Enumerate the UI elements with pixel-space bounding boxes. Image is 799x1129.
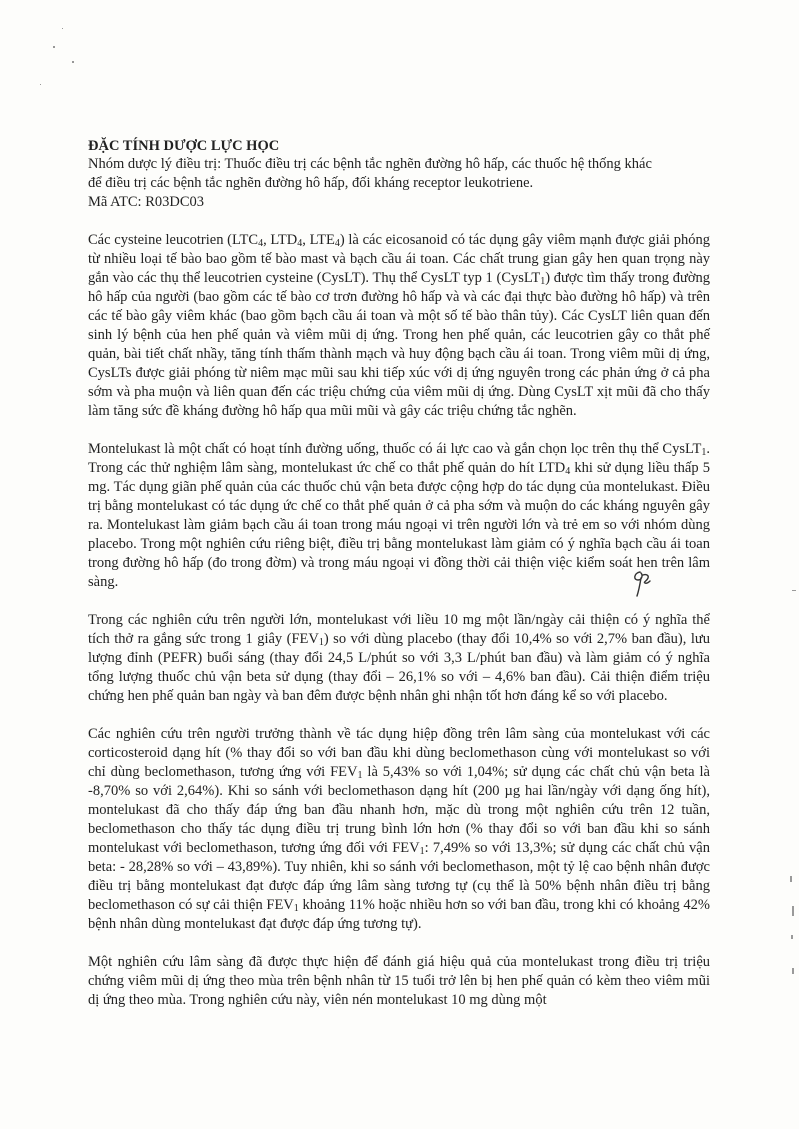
edge-mark bbox=[792, 968, 794, 974]
edge-mark bbox=[792, 906, 794, 916]
edge-mark bbox=[792, 590, 796, 591]
paragraph-montelukast: Montelukast là một chất có hoạt tính đường uống, thuốc có ái lực cao và gắn chọn lọc trên thụ thể CysLT$_1$. Trong các thử nghiệm lâm sàng, montelukast ức chế co thắt phế quản do hít $LTD_4$ khi sử dụng liều thấp 5 mg. Tác dụng giãn phế quản của các thuốc chủ vận beta được cộng hợp do tác dụng của montelukast. Điều trị bằng montelukast có tác dụng ức chế co thắt phế quản ở cả pha sớm và muộn do các kháng nguyên gây ra. Montelukast làm giảm bạch cầu ái toan trong máu ngoại vi trên người lớn và trẻ em so với nhóm dùng placebo. Trong một nghiên cứu riêng biệt, điều trị bằng montelukast làm giảm có ý nghĩa bạch cầu ái toan trong đường hô hấp (đo trong đờm) và trong máu ngoại vi đồng thời cải thiện việc kiểm soát hen trên lâm sàng. bbox=[88, 441, 710, 590]
paragraph-leukotrienes: Các cysteine leucotrien ($LTC_4$, $LTD_4$, $LTE_4$) là các eicosanoid có tác dụng gây viêm mạnh được giải phóng từ nhiều loại tế bào bao gồm tế bào mast và bạch cầu ái toan. Các chất trung gian gây hen quan trọng này gắn vào các thụ thể leucotrien cysteine (CysLT). Thụ thể CysLT typ 1 (CysLT$_1$) được tìm thấy trong đường hô hấp của người (bao gồm các tế bào cơ trơn đường hô hấp và và các đại thực bào đường hô hấp) và trên các tế bào gây viêm khác (bao gồm bạch cầu ái toan và một số tế bào thân tủy). Các CysLT liên quan đến sinh lý bệnh của hen phế quản và viêm mũi dị ứng. Trong hen phế quản, các leucotrien gây co thắt phế quản, bài tiết chất nhầy, tăng tính thấm thành mạch và huy động bạch cầu ái toan. Trong viêm mũi dị ứng, CysLTs được giải phóng từ niêm mạc mũi sau khi tiếp xúc với dị ứng nguyên trong các phản ứng ở cả pha sớm và pha muộn và liên quan đến các triệu chứng của viêm mũi dị ứng. Dùng CysLT xịt mũi đã cho thấy làm tăng sức đề kháng đường hô hấp qua mũi mũi và gây các triệu chứng tắc nghẽn. bbox=[88, 232, 711, 419]
intro-line: để điều trị các bệnh tắc nghẽn đường hô hấp, đối kháng receptor leukotriene. bbox=[88, 175, 534, 191]
intro-line: Nhóm dược lý điều trị: Thuốc điều trị các bệnh tắc nghẽn đường hô hấp, các thuốc hệ thống khác bbox=[88, 156, 652, 172]
paragraph-rhinitis-study: Một nghiên cứu lâm sàng đã được thực hiện để đánh giá hiệu quả của montelukast trong điều trị triệu chứng viêm mũi dị ứng theo mùa trên bệnh nhân từ 15 tuổi trở lên bị hen phế quản có kèm theo viêm mũi dị ứng theo mùa. Trong nghiên cứu này, viên nén montelukast 10 mg dùng một bbox=[88, 954, 710, 1008]
edge-mark bbox=[790, 876, 792, 882]
paragraph-adult-studies: Trong các nghiên cứu trên người lớn, montelukast với liều 10 mg một lần/ngày cải thiện có ý nghĩa thể tích thở ra gắng sức trong 1 giây $(FEV_1)$ so với dùng placebo (thay đổi 10,4% so với 2,7% ban đầu), lưu lượng đỉnh (PEFR) buổi sáng (thay đổi 24,5 L/phút so với 3,3 L/phút ban đầu) và làm giảm có ý nghĩa tổng lượng thuốc chủ vận beta sử dụng (thay đổi – 26,1% so với – 4,6% ban đầu). Cải thiện điểm triệu chứng hen phế quản ban ngày và ban đêm được bệnh nhân ghi nhận tốt hơn đáng kể so với placebo. bbox=[88, 612, 710, 704]
edge-mark bbox=[791, 935, 793, 939]
scan-speck bbox=[40, 84, 41, 85]
pharmacologic-group bbox=[88, 155, 710, 212]
paragraph-corticosteroid-studies: Các nghiên cứu trên người trưởng thành về tác dụng hiệp đồng trên lâm sàng của montelukast với các corticosteroid dạng hít (% thay đổi so với ban đầu khi dùng beclomethason cùng với montelukast so với chỉ dùng beclomethason, tương ứng với $FEV_1$ là 5,43% so với 1,04%; sử dụng các chất chủ vận beta là -8,70% so với 2,64%). Khi so sánh với beclomethason dạng hít (200 µg hai lần/ngày với dạng ống hít), montelukast đã cho thấy đáp ứng ban đầu nhanh hơn, mặc dù trong một nghiên cứu trên 12 tuần, beclomethason cho thấy tác dụng điều trị trung bình lớn hơn (% thay đổi so với ban đầu khi so sánh montelukast với beclomethason, tương ứng đối với $FEV_1$: 7,49% so với 13,3%; sử dụng các chất chủ vận beta: - 28,28% so với – 43,89%). Tuy nhiên, khi so sánh với beclomethason, một tỷ lệ cao bệnh nhân được điều trị bằng montelukast đạt được đáp ứng lâm sàng tương tự (cụ thể là 50% bệnh nhân điều trị bằng beclomethason có sự cải thiện $FEV_1$ khoảng 11% hoặc nhiều hơn so với ban đầu, trong khi có khoảng 42% bệnh nhân dùng montelukast đạt được đáp ứng tương tự). bbox=[88, 726, 710, 932]
section-heading: ĐẶC TÍNH DƯỢC LỰC HỌC bbox=[88, 138, 280, 154]
document-page bbox=[88, 138, 710, 1010]
scan-speck bbox=[72, 61, 74, 63]
scan-speck bbox=[62, 28, 63, 29]
atc-code: Mã ATC: R03DC03 bbox=[88, 194, 205, 210]
scan-speck bbox=[53, 46, 55, 48]
